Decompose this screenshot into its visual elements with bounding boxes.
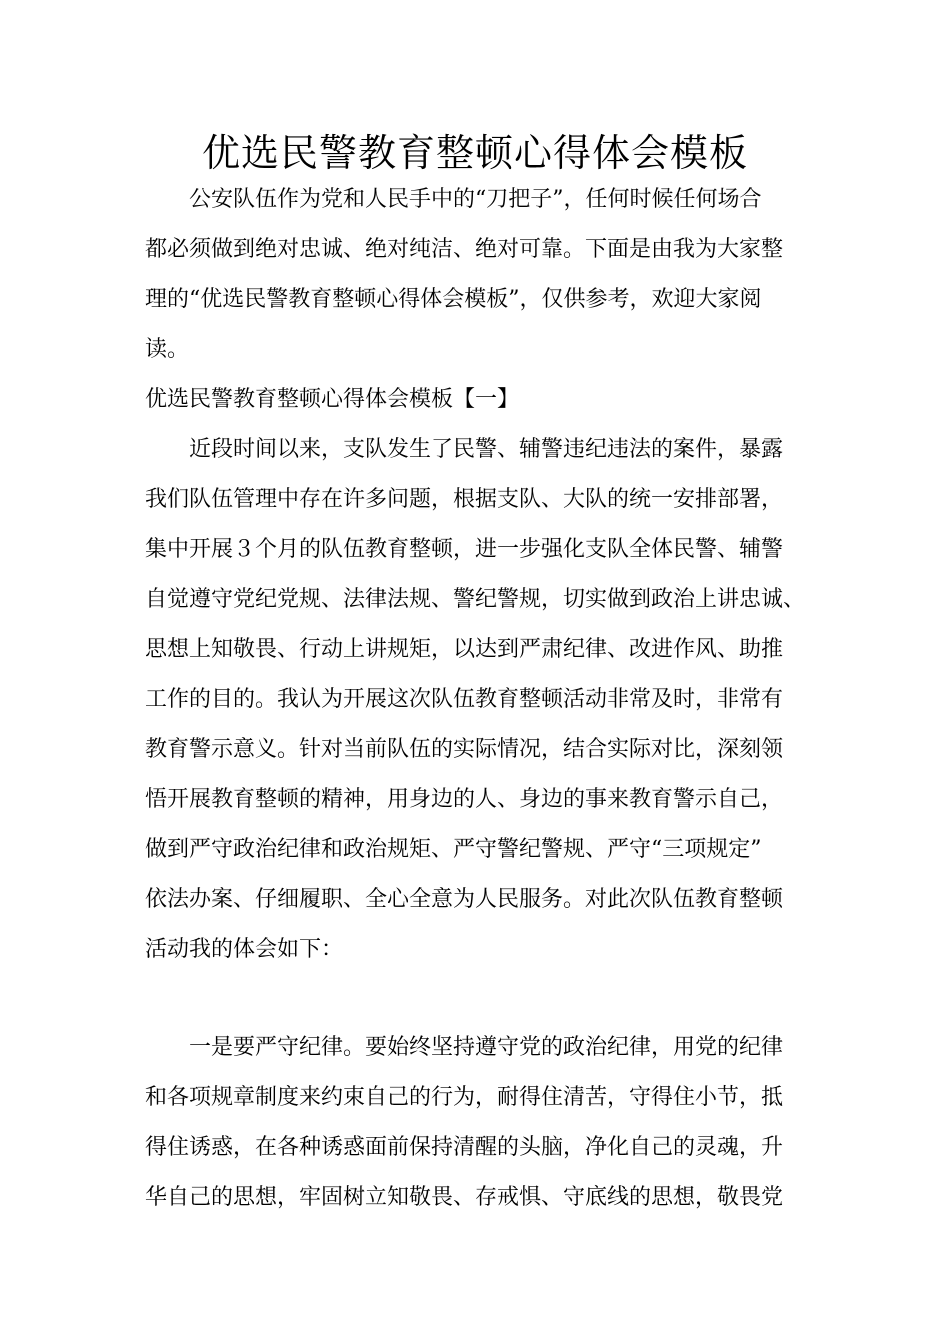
paragraph-line: 工作的目的。我认为开展这次队伍教育整顿活动非常及时，非常有	[145, 687, 784, 712]
paragraph-line: 活动我的体会如下：	[145, 937, 344, 962]
paragraph-line: 近段时间以来，支队发生了民警、辅警违纪违法的案件，暴露	[189, 437, 784, 462]
intro-line: 理的“优选民警教育整顿心得体会模板”，仅供参考，欢迎大家阅	[145, 287, 762, 312]
paragraph-line: 自觉遵守党纪党规、法律法规、警纪警规，切实做到政治上讲忠诚、	[145, 587, 806, 612]
paragraph-line: 做到严守政治纪律和政治规矩、严守警纪警规、严守“三项规定”	[145, 837, 762, 862]
paragraph-line: 集中开展３个月的队伍教育整顿，进一步强化支队全体民警、辅警	[145, 537, 784, 562]
paragraph-line: 教育警示意义。针对当前队伍的实际情况，结合实际对比，深刻领	[145, 737, 784, 762]
paragraph-line: 得住诱惑，在各种诱惑面前保持清醒的头脑，净化自己的灵魂，升	[145, 1135, 784, 1160]
paragraph-line: 依法办案、仔细履职、全心全意为人民服务。对此次队伍教育整顿	[145, 887, 784, 912]
intro-line: 都必须做到绝对忠诚、绝对纯洁、绝对可靠。下面是由我为大家整	[145, 237, 784, 262]
intro-line: 读。	[145, 337, 190, 362]
section-heading: 优选民警教育整顿心得体会模板【一】	[145, 387, 520, 412]
paragraph-line: 和各项规章制度来约束自己的行为，耐得住清苦，守得住小节，抵	[145, 1085, 784, 1110]
document-title: 优选民警教育整顿心得体会模板	[201, 131, 748, 175]
paragraph-line: 一是要严守纪律。要始终坚持遵守党的政治纪律，用党的纪律	[189, 1035, 784, 1060]
paragraph-line: 思想上知敬畏、行动上讲规矩，以达到严肃纪律、改进作风、助推	[145, 637, 784, 662]
intro-line: 公安队伍作为党和人民手中的“刀把子”，任何时候任何场合	[189, 187, 762, 212]
paragraph-line: 悟开展教育整顿的精神，用身边的人、身边的事来教育警示自己，	[145, 787, 784, 812]
paragraph-line: 华自己的思想，牢固树立知敬畏、存戒惧、守底线的思想，敬畏党	[145, 1185, 784, 1210]
paragraph-line: 我们队伍管理中存在许多问题，根据支队、大队的统一安排部署，	[145, 487, 784, 512]
